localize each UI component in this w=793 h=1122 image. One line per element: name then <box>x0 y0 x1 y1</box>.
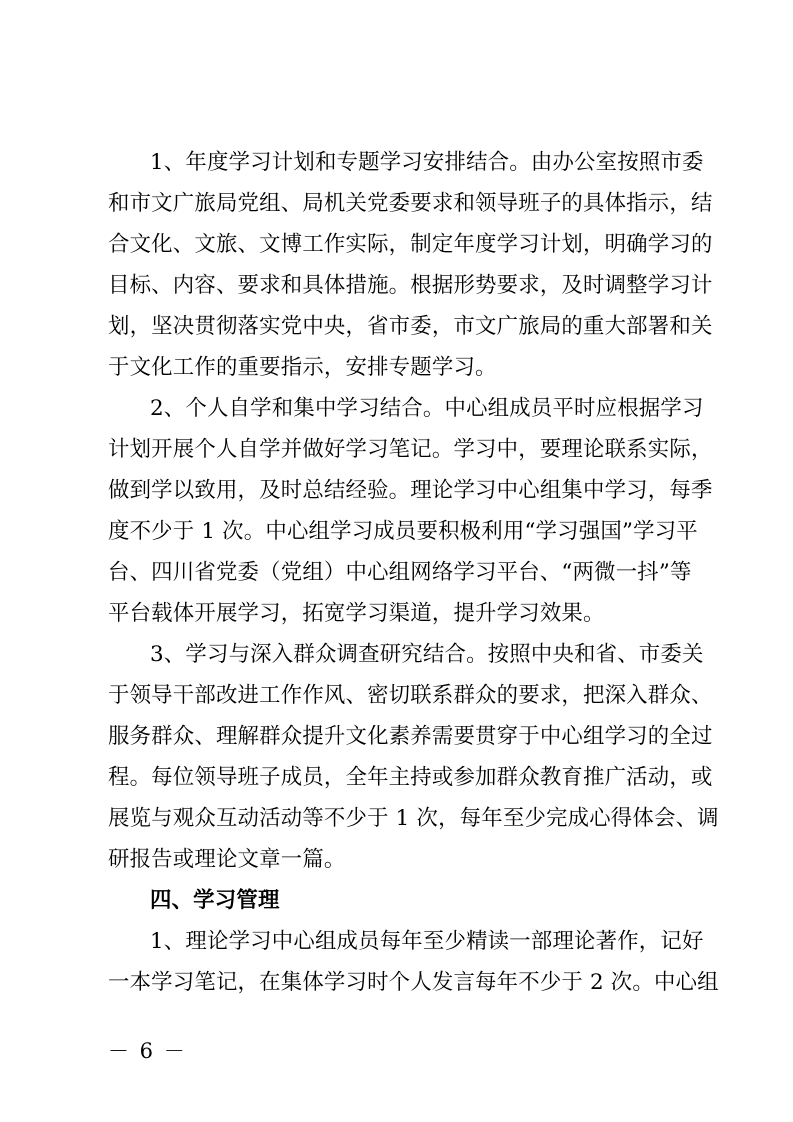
paragraph-3-line-3: 服务群众、理解群众提升文化素养需要贯穿于中心组学习的全过 <box>108 724 713 749</box>
paragraph-2-line-1: 2、个人自学和集中学习结合。中心组成员平时应根据学习 <box>150 396 704 421</box>
paragraph-2-line-2: 计划开展个人自学并做好学习笔记。学习中，要理论联系实际， <box>108 437 713 462</box>
paragraph-3-line-5: 展览与观众互动活动等不少于 1 次，每年至少完成心得体会、调 <box>108 806 719 831</box>
paragraph-2-line-3: 做到学以致用，及时总结经验。理论学习中心组集中学习，每季 <box>108 478 713 503</box>
paragraph-3-line-2: 于领导干部改进工作作风、密切联系群众的要求，把深入群众、 <box>108 683 713 708</box>
paragraph-1-line-4: 目标、内容、要求和具体措施。根据形势要求，及时调整学习计 <box>108 273 713 298</box>
paragraph-4-line-2: 一本学习笔记，在集体学习时个人发言每年不少于 2 次。中心组 <box>108 970 719 995</box>
paragraph-1-line-2: 和市文广旅局党组、局机关党委要求和领导班子的具体指示，结 <box>108 191 713 216</box>
paragraph-2-line-5: 台、四川省党委（党组）中心组网络学习平台、“两微一抖”等 <box>108 560 692 585</box>
section-heading: 四、学习管理 <box>150 888 280 913</box>
paragraph-1-line-5: 划，坚决贯彻落实党中央，省市委，市文广旅局的重大部署和关 <box>108 314 713 339</box>
paragraph-1-line-6: 于文化工作的重要指示，安排专题学习。 <box>108 355 497 380</box>
paragraph-3-line-4: 程。每位领导班子成员，全年主持或参加群众教育推广活动，或 <box>108 765 713 790</box>
paragraph-2-line-6: 平台载体开展学习，拓宽学习渠道，提升学习效果。 <box>108 601 605 626</box>
paragraph-1-line-3: 合文化、文旅、文博工作实际，制定年度学习计划，明确学习的 <box>108 232 713 257</box>
page-number: － 6 － <box>108 1039 187 1063</box>
paragraph-3-line-1: 3、学习与深入群众调查研究结合。按照中央和省、市委关 <box>150 642 704 667</box>
paragraph-2-line-4: 度不少于 1 次。中心组学习成员要积极利用“学习强国”学习平 <box>108 519 698 544</box>
paragraph-1-line-1: 1、年度学习计划和专题学习安排结合。由办公室按照市委 <box>150 150 704 175</box>
paragraph-3-line-6: 研报告或理论文章一篇。 <box>108 847 346 872</box>
paragraph-4-line-1: 1、理论学习中心组成员每年至少精读一部理论著作，记好 <box>150 929 704 954</box>
